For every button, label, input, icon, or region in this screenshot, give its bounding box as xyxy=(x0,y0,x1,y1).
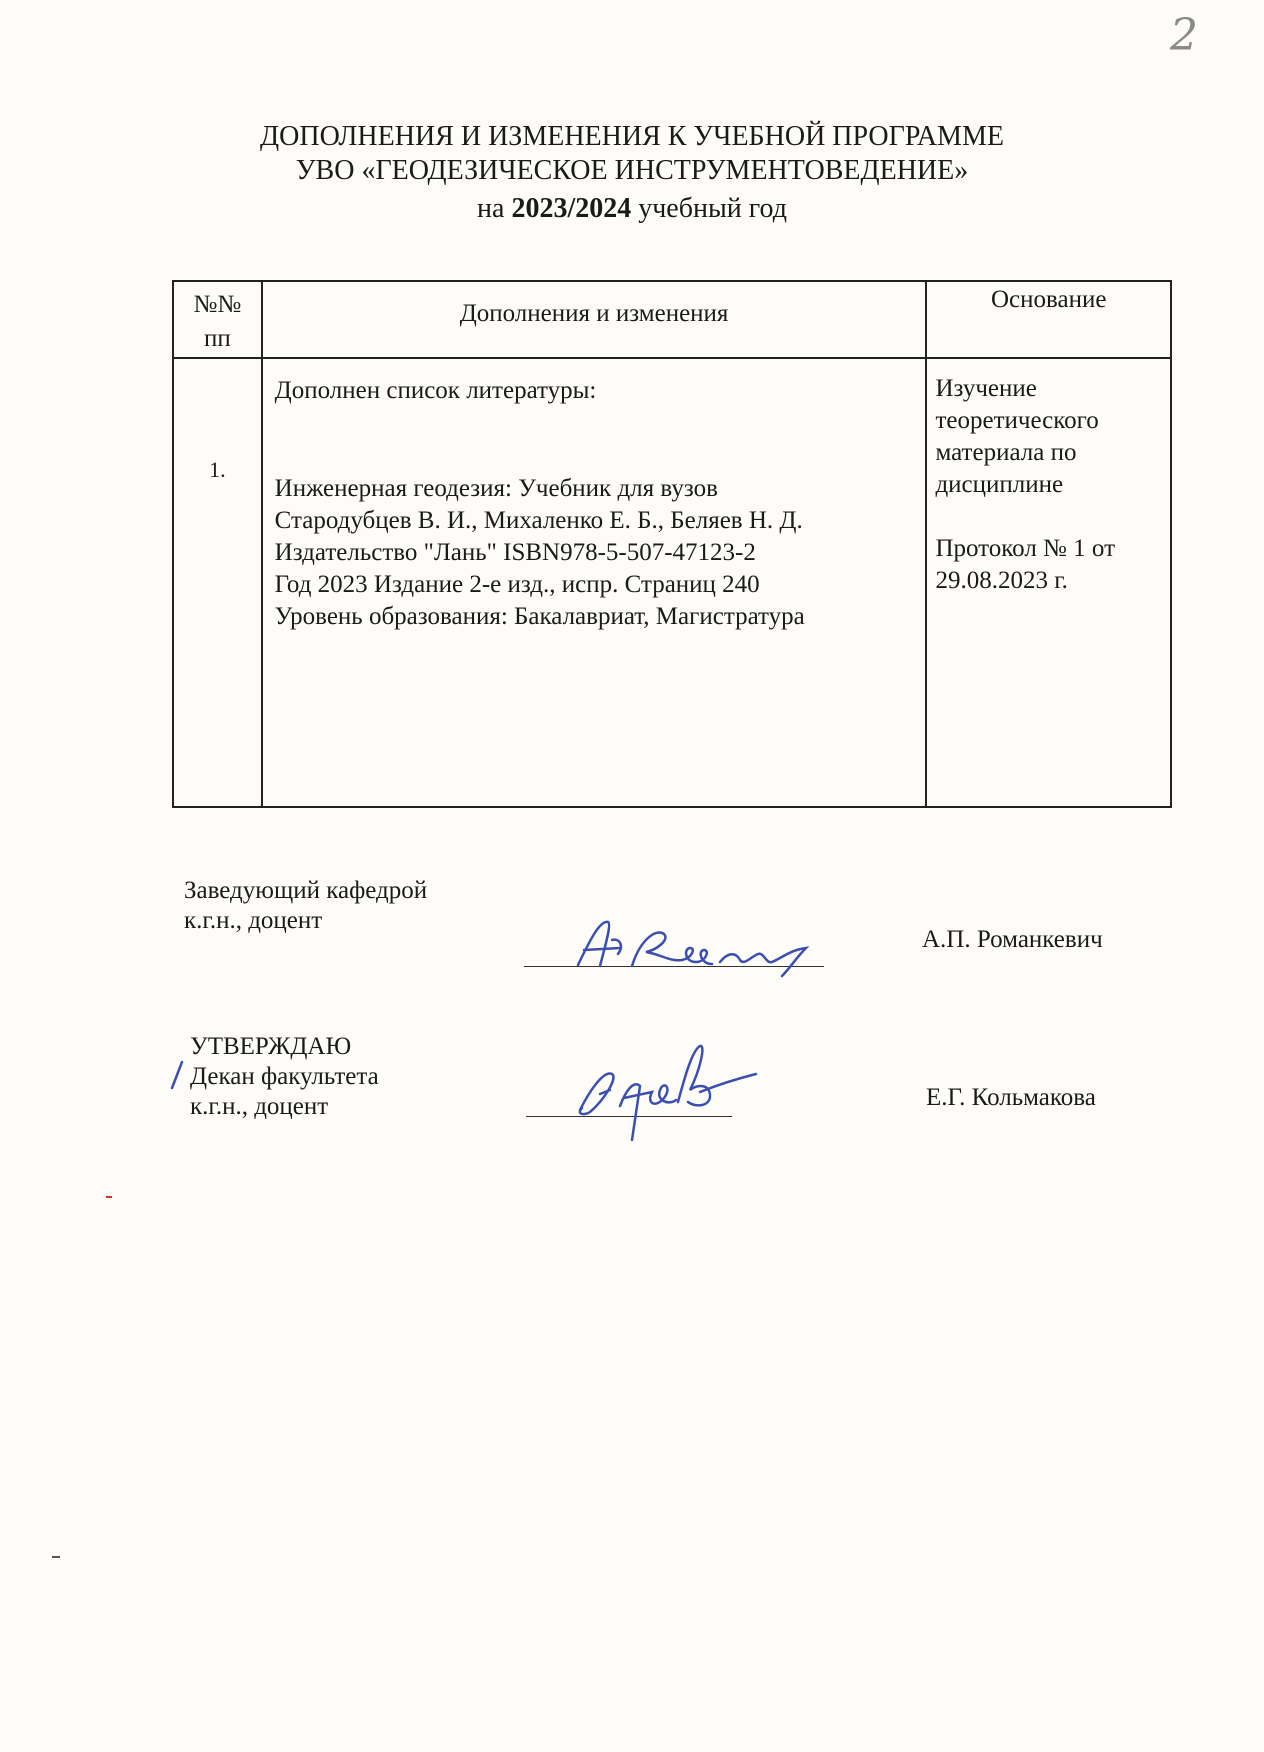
reference-line: Год 2023 Издание 2-е изд., испр. Страниц 240 xyxy=(274,571,760,598)
head-degree: к.г.н., доцент xyxy=(184,907,323,934)
head-signature-scribble xyxy=(560,910,850,980)
approve-name: Е.Г. Кольмакова xyxy=(926,1084,1096,1111)
reference-line: Издательство "Лань" ISBN978-5-507-47123-2 xyxy=(274,539,756,566)
scan-speck xyxy=(106,1196,112,1198)
header-number xyxy=(173,281,262,358)
header-changes: Дополнения и изменения xyxy=(262,281,927,358)
head-title xyxy=(184,876,427,936)
slash-mark-icon xyxy=(168,1060,188,1090)
table-header-row xyxy=(173,281,1171,358)
header-basis: Основание xyxy=(926,281,1171,358)
row-number: 1. xyxy=(173,358,262,807)
row-basis xyxy=(926,358,1171,807)
reference-line: Инженерная геодезия: Учебник для вузов xyxy=(274,475,718,502)
scan-speck xyxy=(52,1556,60,1558)
approve-label: УТВЕРЖДАЮ xyxy=(190,1033,352,1060)
heading-line-3 xyxy=(0,192,1264,226)
table-row xyxy=(173,358,1171,807)
changes-intro: Дополнен список литературы: xyxy=(274,377,597,404)
head-position: Заведующий кафедрой xyxy=(184,877,428,904)
approve-degree: к.г.н., доцент xyxy=(190,1093,329,1120)
handwritten-page-number: 2 xyxy=(1170,10,1198,61)
header-number-line-2: пп xyxy=(203,325,231,352)
reference-line: Стародубцев В. И., Михаленко Е. Б., Беляев Н. Д. xyxy=(274,507,803,534)
heading-year-prefix: на xyxy=(477,193,505,224)
head-name: А.П. Романкевич xyxy=(922,926,1103,953)
heading-academic-year: 2023/2024 xyxy=(511,193,632,224)
heading-line-2: УВО «ГЕОДЕЗИЧЕСКОЕ ИНСТРУМЕНТОВЕДЕНИЕ» xyxy=(295,155,969,186)
basis-reason: Изучение теоретического материала по дисциплине xyxy=(935,375,1099,498)
heading-line-1: ДОПОЛНЕНИЯ И ИЗМЕНЕНИЯ К УЧЕБНОЙ ПРОГРАММЕ xyxy=(260,121,1004,152)
approve-title xyxy=(190,1032,379,1122)
document-heading xyxy=(0,120,1264,226)
basis-protocol: Протокол № 1 от 29.08.2023 г. xyxy=(935,535,1115,594)
approve-position: Декан факультета xyxy=(190,1063,379,1090)
row-changes xyxy=(262,358,927,807)
reference-line: Уровень образования: Бакалавриат, Магистратура xyxy=(274,603,805,630)
heading-year-suffix: учебный год xyxy=(638,193,787,224)
header-number-line-1: №№ xyxy=(193,291,242,318)
changes-table xyxy=(172,280,1172,808)
approve-signature-scribble xyxy=(560,1040,760,1150)
